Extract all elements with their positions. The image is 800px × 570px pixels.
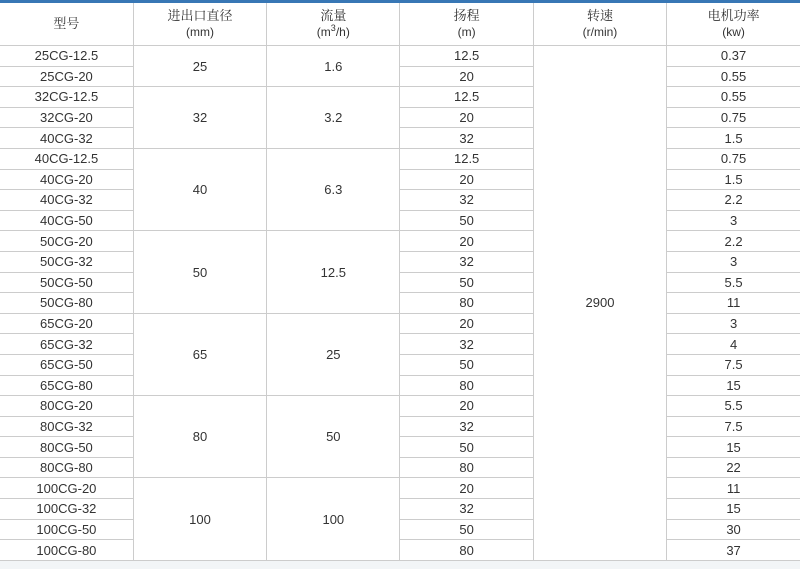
col-header-speed bbox=[533, 3, 666, 46]
diameter-cell: 80 bbox=[133, 396, 266, 478]
table-row-65CG-32 bbox=[0, 334, 800, 355]
head-cell: 12.5 bbox=[400, 148, 533, 169]
head-cell: 20 bbox=[400, 396, 533, 417]
model-cell: 65CG-50 bbox=[0, 354, 133, 375]
model-cell: 50CG-80 bbox=[0, 293, 133, 314]
power-cell: 2.2 bbox=[667, 231, 800, 252]
flow-cell: 12.5 bbox=[267, 231, 400, 313]
power-cell: 15 bbox=[667, 375, 800, 396]
model-cell: 100CG-80 bbox=[0, 540, 133, 561]
power-cell: 5.5 bbox=[667, 272, 800, 293]
head-cell: 20 bbox=[400, 478, 533, 499]
table-row-65CG-50 bbox=[0, 354, 800, 375]
head-cell: 20 bbox=[400, 169, 533, 190]
table-row-100CG-32 bbox=[0, 499, 800, 520]
diameter-cell: 25 bbox=[133, 46, 266, 87]
diameter-cell: 32 bbox=[133, 87, 266, 149]
power-cell: 0.75 bbox=[667, 148, 800, 169]
model-cell: 50CG-20 bbox=[0, 231, 133, 252]
flow-cell: 50 bbox=[267, 396, 400, 478]
model-cell: 40CG-20 bbox=[0, 169, 133, 190]
col-header-flow-title: 流量 bbox=[320, 8, 347, 23]
table-row-50CG-50 bbox=[0, 272, 800, 293]
power-cell: 7.5 bbox=[667, 354, 800, 375]
header-row bbox=[0, 3, 800, 46]
flow-cell: 3.2 bbox=[267, 87, 400, 149]
diameter-cell: 40 bbox=[133, 148, 266, 230]
head-cell: 20 bbox=[400, 107, 533, 128]
model-cell: 65CG-20 bbox=[0, 313, 133, 334]
model-cell: 100CG-50 bbox=[0, 519, 133, 540]
table-row-100CG-50 bbox=[0, 519, 800, 540]
table-row-65CG-20 bbox=[0, 313, 800, 334]
flow-cell: 100 bbox=[267, 478, 400, 560]
head-cell: 20 bbox=[400, 66, 533, 87]
power-cell: 37 bbox=[667, 540, 800, 561]
table-row-40CG-50 bbox=[0, 210, 800, 231]
power-cell: 30 bbox=[667, 519, 800, 540]
head-cell: 32 bbox=[400, 128, 533, 149]
col-header-speed-unit: (r/min) bbox=[582, 25, 618, 39]
head-cell: 12.5 bbox=[400, 46, 533, 67]
head-cell: 50 bbox=[400, 210, 533, 231]
col-header-diameter-title: 进出口直径 bbox=[167, 8, 233, 23]
model-cell: 40CG-12.5 bbox=[0, 148, 133, 169]
power-cell: 2.2 bbox=[667, 190, 800, 211]
table-row-25CG-20 bbox=[0, 66, 800, 87]
table-row-40CG-32 bbox=[0, 128, 800, 149]
model-cell: 32CG-20 bbox=[0, 107, 133, 128]
model-cell: 65CG-32 bbox=[0, 334, 133, 355]
col-header-diameter bbox=[133, 3, 266, 46]
model-cell: 100CG-32 bbox=[0, 499, 133, 520]
table-row-100CG-20 bbox=[0, 478, 800, 499]
power-cell: 15 bbox=[667, 437, 800, 458]
power-cell: 1.5 bbox=[667, 169, 800, 190]
model-cell: 80CG-20 bbox=[0, 396, 133, 417]
diameter-cell: 50 bbox=[133, 231, 266, 313]
flow-cell: 1.6 bbox=[267, 46, 400, 87]
power-cell: 3 bbox=[667, 251, 800, 272]
speed-cell: 2900 bbox=[533, 46, 666, 561]
col-header-flow bbox=[267, 3, 400, 46]
table-row-40CG-32 bbox=[0, 190, 800, 211]
head-cell: 20 bbox=[400, 313, 533, 334]
head-cell: 32 bbox=[400, 251, 533, 272]
table-body bbox=[0, 46, 800, 561]
cubed-superscript: 3 bbox=[330, 23, 336, 33]
power-cell: 3 bbox=[667, 210, 800, 231]
head-cell: 32 bbox=[400, 416, 533, 437]
head-cell: 32 bbox=[400, 334, 533, 355]
head-cell: 80 bbox=[400, 540, 533, 561]
model-cell: 80CG-80 bbox=[0, 457, 133, 478]
power-cell: 11 bbox=[667, 293, 800, 314]
flow-cell: 25 bbox=[267, 313, 400, 395]
model-cell: 25CG-20 bbox=[0, 66, 133, 87]
head-cell: 50 bbox=[400, 272, 533, 293]
col-header-diameter-unit: (mm) bbox=[186, 25, 214, 39]
table-row-65CG-80 bbox=[0, 375, 800, 396]
flow-cell: 6.3 bbox=[267, 148, 400, 230]
col-header-head bbox=[400, 3, 533, 46]
table-row-50CG-32 bbox=[0, 251, 800, 272]
table-row-50CG-20 bbox=[0, 231, 800, 252]
head-cell: 50 bbox=[400, 519, 533, 540]
head-cell: 50 bbox=[400, 354, 533, 375]
head-cell: 20 bbox=[400, 231, 533, 252]
power-cell: 0.75 bbox=[667, 107, 800, 128]
table-row-32CG-12.5 bbox=[0, 87, 800, 108]
diameter-cell: 65 bbox=[133, 313, 266, 395]
col-header-power-unit: (kw) bbox=[722, 25, 745, 39]
power-cell: 5.5 bbox=[667, 396, 800, 417]
col-header-model bbox=[0, 3, 133, 46]
power-cell: 11 bbox=[667, 478, 800, 499]
power-cell: 22 bbox=[667, 457, 800, 478]
head-cell: 32 bbox=[400, 190, 533, 211]
col-header-head-title: 扬程 bbox=[453, 8, 480, 23]
col-header-speed-title: 转速 bbox=[586, 8, 613, 23]
head-cell: 12.5 bbox=[400, 87, 533, 108]
model-cell: 40CG-32 bbox=[0, 128, 133, 149]
table-row-80CG-32 bbox=[0, 416, 800, 437]
model-cell: 65CG-80 bbox=[0, 375, 133, 396]
power-cell: 0.55 bbox=[667, 87, 800, 108]
power-cell: 15 bbox=[667, 499, 800, 520]
table-row-40CG-12.5 bbox=[0, 148, 800, 169]
table-header bbox=[0, 3, 800, 46]
model-cell: 80CG-50 bbox=[0, 437, 133, 458]
power-cell: 3 bbox=[667, 313, 800, 334]
head-cell: 80 bbox=[400, 457, 533, 478]
power-cell: 0.55 bbox=[667, 66, 800, 87]
bottom-strip bbox=[0, 561, 800, 569]
table-row-80CG-50 bbox=[0, 437, 800, 458]
table-row-80CG-80 bbox=[0, 457, 800, 478]
col-header-head-unit: (m) bbox=[457, 25, 476, 39]
model-cell: 50CG-50 bbox=[0, 272, 133, 293]
power-cell: 7.5 bbox=[667, 416, 800, 437]
col-header-power-title: 电机功率 bbox=[707, 8, 760, 23]
model-cell: 100CG-20 bbox=[0, 478, 133, 499]
col-header-power bbox=[667, 3, 800, 46]
table-row-80CG-20 bbox=[0, 396, 800, 417]
model-cell: 32CG-12.5 bbox=[0, 87, 133, 108]
model-cell: 50CG-32 bbox=[0, 251, 133, 272]
model-cell: 80CG-32 bbox=[0, 416, 133, 437]
model-cell: 40CG-32 bbox=[0, 190, 133, 211]
model-cell: 25CG-12.5 bbox=[0, 46, 133, 67]
table-row-25CG-12.5 bbox=[0, 46, 800, 67]
table-row-40CG-20 bbox=[0, 169, 800, 190]
power-cell: 4 bbox=[667, 334, 800, 355]
head-cell: 50 bbox=[400, 437, 533, 458]
pump-spec-table bbox=[0, 3, 800, 561]
power-cell: 1.5 bbox=[667, 128, 800, 149]
col-header-flow-unit: $(m^3/h)$ bbox=[316, 23, 350, 39]
diameter-cell: 100 bbox=[133, 478, 266, 560]
power-cell: 0.37 bbox=[667, 46, 800, 67]
col-header-model-title: 型号 bbox=[53, 16, 80, 31]
table-row-100CG-80 bbox=[0, 540, 800, 561]
table-row-50CG-80 bbox=[0, 293, 800, 314]
head-cell: 80 bbox=[400, 375, 533, 396]
table-row-32CG-20 bbox=[0, 107, 800, 128]
model-cell: 40CG-50 bbox=[0, 210, 133, 231]
head-cell: 80 bbox=[400, 293, 533, 314]
head-cell: 32 bbox=[400, 499, 533, 520]
